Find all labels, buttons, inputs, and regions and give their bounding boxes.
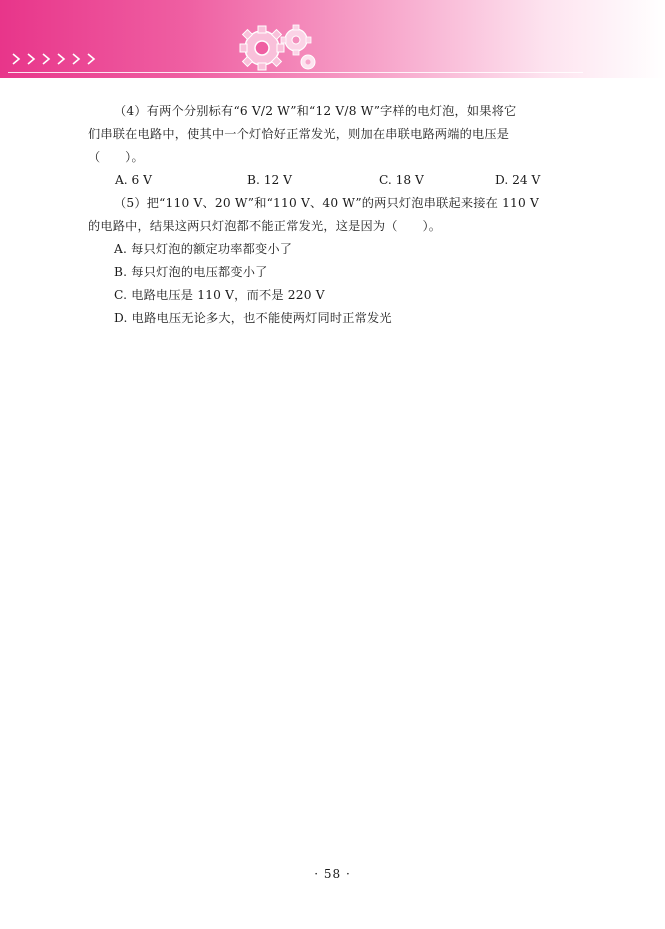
- double-chevron-right-icon: [70, 52, 84, 66]
- question-4-text-line-1: （4）有两个分别标有“6 V/2 W”和“12 V/8 W”字样的电灯泡，如果将它: [114, 104, 517, 118]
- page-number: · 58 ·: [314, 867, 351, 881]
- question-4-text-line-3: （ ）。: [88, 150, 144, 164]
- question-4-options: [88, 169, 580, 192]
- double-chevron-right-icon: [40, 52, 54, 66]
- question-4-option-d: D. 24 V: [495, 173, 541, 187]
- double-chevron-right-icon: [25, 52, 39, 66]
- question-5-option-b: B. 每只灯泡的电压都变小了: [114, 265, 268, 279]
- question-5-option-a: A. 每只灯泡的额定功率都变小了: [114, 242, 293, 256]
- small-gear-icon: [281, 25, 311, 55]
- question-4-option-c: C. 18 V: [379, 173, 424, 187]
- gears-illustration: [228, 18, 328, 74]
- question-5-text-line-1: （5）把“110 V、20 W”和“110 V、40 W”的两只灯泡串联起来接在 110 V: [114, 196, 540, 210]
- tiny-gear-icon: [301, 55, 315, 69]
- question-4-text-line-2: 们串联在电路中，使其中一个灯恰好正常发光，则加在串联电路两端的电压是: [88, 127, 510, 141]
- double-chevron-right-icon: [10, 52, 24, 66]
- question-5-option-c: C. 电路电压是 110 V，而不是 220 V: [114, 288, 325, 302]
- question-4-option-b: B. 12 V: [247, 173, 292, 187]
- question-content: [88, 100, 580, 330]
- large-gear-icon: [240, 26, 284, 70]
- double-chevron-right-icon: [55, 52, 69, 66]
- question-5-text-line-2: 的电路中，结果这两只灯泡都不能正常发光，这是因为（ ）。: [88, 219, 442, 233]
- chevron-row: [10, 50, 99, 68]
- header-band: [0, 0, 665, 78]
- question-5-option-d: D. 电路电压无论多大，也不能使两灯同时正常发光: [114, 311, 392, 325]
- double-chevron-right-icon: [85, 52, 99, 66]
- question-4-option-a: A. 6 V: [115, 173, 152, 187]
